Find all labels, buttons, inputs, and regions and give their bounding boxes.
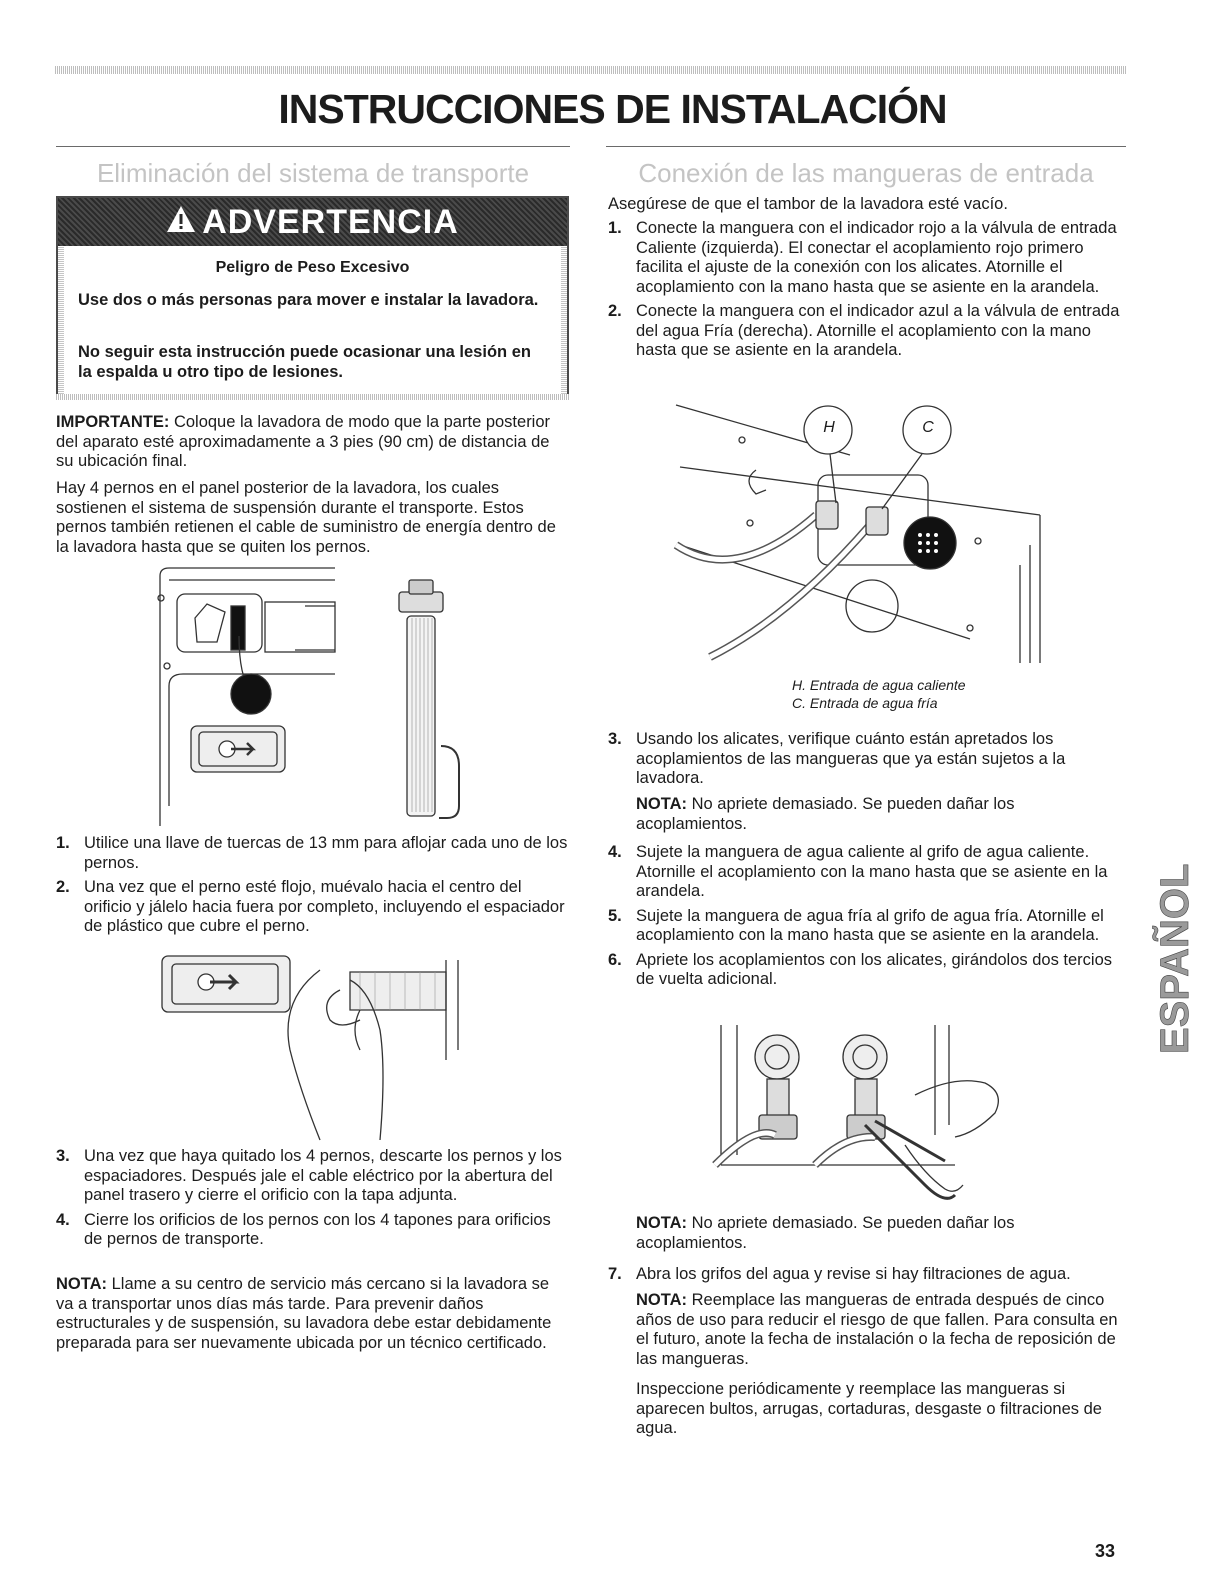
- step-number: 6.: [608, 950, 622, 969]
- list-item: [608, 730, 1120, 789]
- note-label: NOTA:: [636, 795, 688, 813]
- step-number: 7.: [608, 1265, 622, 1283]
- intro-paragraph: Asegúrese de que el tambor de la lavadora esté vacío.: [608, 195, 1008, 213]
- step-number: 3.: [608, 730, 622, 748]
- top-decorative-band: [55, 66, 1127, 74]
- step-number: 5.: [608, 906, 622, 925]
- important-text: Coloque la lavadora de modo que la parte posterior del aparato esté aproximadamente a 3 pies (90 cm) de distancia de su ubicación final.: [56, 413, 551, 470]
- step-text: Utilice una llave de tuercas de 13 mm para aflojar cada uno de los pernos.: [84, 834, 568, 872]
- page-title: INSTRUCCIONES DE INSTALACIÓN: [278, 86, 947, 132]
- step-number: 2.: [608, 302, 622, 320]
- important-label: IMPORTANTE:: [56, 413, 170, 431]
- right-note-3: [636, 1291, 1120, 1369]
- list-item: [56, 1147, 568, 1206]
- faucet-pliers-illustration: [715, 1025, 1015, 1210]
- note-label: NOTA:: [636, 1214, 688, 1232]
- note-text: Llame a su centro de servicio más cercano si la lavadora se va a transportar unos días más tarde. Para prevenir daños estructurales y de suspensión, su lavadora debe estar debidamente preparada para ser nuevamente ubicada por un técnico certificado.: [56, 1275, 552, 1352]
- warning-subtitle: Peligro de Peso Excesivo: [215, 259, 410, 276]
- bolt-removal-hand-illustration: [150, 950, 480, 1150]
- right-steps-a: [608, 219, 1120, 361]
- step-text: Usando los alicates, verifique cuánto están apretados los acoplamientos de las mangueras que ya están sujetos a la lavadora.: [636, 730, 1066, 787]
- step-text: Cierre los orificios de los pernos con los 4 tapones para orificios de pernos de transporte.: [84, 1210, 551, 1248]
- warning-header: [58, 198, 567, 246]
- list-item: [56, 834, 568, 873]
- note-label: NOTA:: [56, 1275, 108, 1293]
- inspect-paragraph: Inspeccione periódicamente y reemplace las mangueras si aparecen bultos, arrugas, cortaduras, desgaste o filtraciones de agua.: [636, 1380, 1102, 1437]
- step-number: 4.: [56, 1210, 70, 1229]
- left-steps-a: [56, 834, 568, 937]
- hose-inlet-illustration: [670, 395, 1050, 665]
- right-steps-b: [608, 843, 1123, 990]
- left-steps-b: [56, 1147, 568, 1250]
- left-divider: [56, 146, 570, 147]
- left-section-title: Eliminación del sistema de transporte: [96, 158, 530, 188]
- bolts-paragraph: Hay 4 pernos en el panel posterior de la lavadora, los cuales sostienen el sistema de suspensión durante el transporte. Estos pernos también retienen el cable de suministro de energía dentro de la lavadora hasta que se quiten los pernos.: [56, 479, 556, 556]
- list-item: [608, 219, 1120, 297]
- list-item: [608, 302, 1120, 361]
- right-step-3: [608, 730, 1120, 789]
- right-step-7: [608, 1265, 1120, 1285]
- caption-cold-water-inlet: C. Entrada de agua fría: [792, 695, 938, 711]
- list-item: [56, 1211, 568, 1250]
- step-number: 4.: [608, 843, 622, 861]
- list-item: [56, 878, 568, 937]
- label-c: C: [922, 419, 934, 436]
- note-label: NOTA:: [636, 1291, 688, 1309]
- side-tab-label: ESPAÑOL: [1153, 863, 1197, 1054]
- warning-header-label: ADVERTENCIA: [202, 202, 459, 241]
- page-number: 33: [1095, 1541, 1116, 1561]
- step-text: Conecte la manguera con el indicador rojo a la válvula de entrada Caliente (izquierda). El conectar el acoplamiento rojo primero facilita el ajuste de la conexión con los alicates. Atornille el acoplamiento con la mano hasta que se asiente en la arandela.: [636, 219, 1117, 296]
- list-item: [608, 907, 1123, 946]
- step-text: Sujete la manguera de agua caliente al grifo de agua caliente. Atornille el acoplamiento con la mano hasta que se asiente en la arandela.: [636, 843, 1108, 900]
- right-note-1: [636, 795, 1116, 834]
- warning-line-1: Use dos o más personas para mover e instalar la lavadora.: [78, 291, 539, 309]
- step-number: 1.: [56, 834, 70, 852]
- label-h: H: [823, 419, 835, 436]
- list-item: [608, 1265, 1120, 1285]
- step-text: Una vez que el perno esté flojo, muévalo hacia el centro del orificio y jálelo hacia fuera por completo, incluyendo el espaciador de plástico que cubre el perno.: [84, 878, 565, 935]
- step-number: 2.: [56, 878, 70, 896]
- warning-line-2: No seguir esta instrucción puede ocasionar una lesión en la espalda u otro tipo de lesiones.: [78, 343, 531, 381]
- caption-hot-water-inlet: H. Entrada de agua caliente: [792, 677, 966, 693]
- step-text: Conecte la manguera con el indicador azul a la válvula de entrada del agua Fría (derecha). Atornille el acoplamiento con la mano hasta que se asiente en la arandela.: [636, 302, 1120, 359]
- step-number: 1.: [608, 219, 622, 237]
- back-panel-bolt-illustration: [155, 566, 475, 828]
- step-text: Abra los grifos del agua y revise si hay filtraciones de agua.: [636, 1265, 1071, 1283]
- left-note-paragraph: [56, 1275, 568, 1353]
- step-text: Una vez que haya quitado los 4 pernos, descarte los pernos y los espaciadores. Después jale el cable eléctrico por la abertura del panel trasero y cierre el orificio con la tapa adjunta.: [84, 1147, 562, 1204]
- step-text: Sujete la manguera de agua fría al grifo de agua fría. Atornille el acoplamiento con la mano hasta que se asiente en la arandela.: [636, 906, 1104, 944]
- warning-triangle-icon: [166, 203, 196, 242]
- right-divider: [606, 146, 1126, 147]
- note-text: Reemplace las mangueras de entrada después de cinco años de uso para reducir el riesgo de que fallen. Para consulta en el futuro, anote la fecha de instalación o la fecha de reposición de las mangueras.: [636, 1291, 1118, 1368]
- note-text: No apriete demasiado. Se pueden dañar los acoplamientos.: [636, 795, 1015, 833]
- step-text: Apriete los acoplamientos con los alicates, girándolos dos tercios de vuelta adicional.: [636, 950, 1113, 988]
- language-side-tab: [1150, 820, 1202, 1060]
- important-paragraph: [56, 413, 568, 472]
- note-text: No apriete demasiado. Se pueden dañar los acoplamientos.: [636, 1214, 1015, 1252]
- list-item: [608, 951, 1123, 990]
- right-section-title: Conexión de las mangueras de entrada: [638, 158, 1094, 188]
- step-number: 3.: [56, 1147, 70, 1165]
- list-item: [608, 843, 1123, 902]
- warning-bottom-stripe: [56, 394, 569, 400]
- right-note-2: [636, 1214, 1116, 1253]
